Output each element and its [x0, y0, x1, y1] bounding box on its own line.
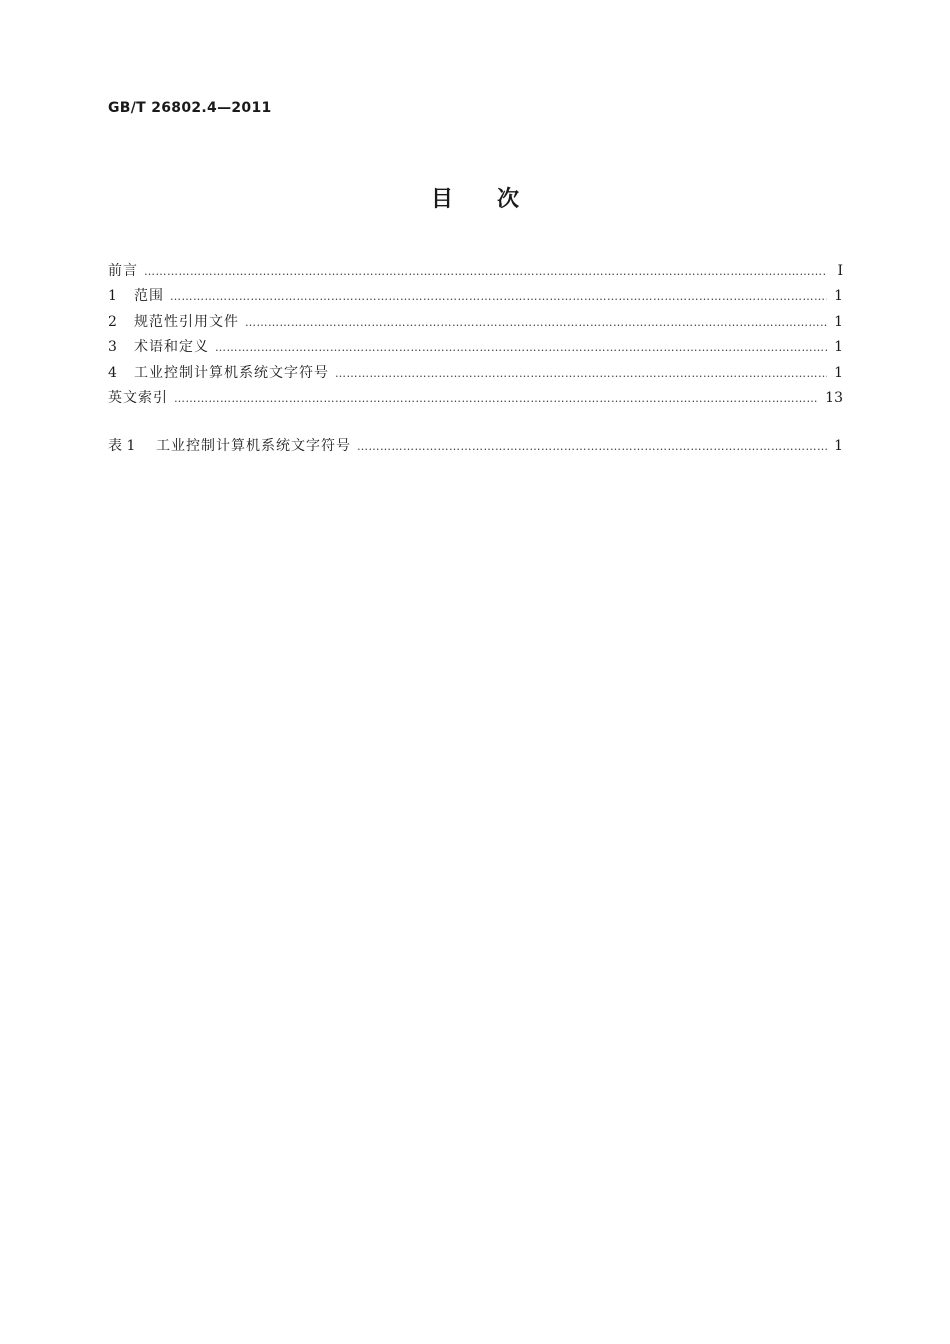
toc-entry-number: 4 [108, 364, 117, 381]
toc-entry-foreword[interactable] [108, 259, 843, 284]
toc-entry-number: 3 [108, 339, 117, 356]
toc-entry-page: Ⅰ [837, 263, 843, 279]
toc-entry-normative-references[interactable] [108, 310, 843, 335]
toc-entry-english-index[interactable] [108, 386, 843, 411]
toc-entry-symbols[interactable] [108, 361, 843, 386]
toc-entry-page: 13 [825, 389, 843, 406]
toc-entry-page: 1 [834, 313, 843, 330]
toc-leader-dots [174, 386, 819, 411]
toc-entry-page: 1 [834, 364, 843, 381]
toc-entry-label: 英文索引 [108, 389, 168, 406]
toc-leader-dots [170, 284, 827, 309]
toc-entry-terms-definitions[interactable] [108, 335, 843, 360]
toc-entry-number: 2 [108, 313, 117, 330]
toc-entry-label: 规范性引用文件 [134, 313, 239, 330]
toc-leader-dots [357, 434, 827, 459]
toc-leader-dots [144, 259, 827, 284]
toc-leader-dots [245, 310, 827, 335]
toc-entry-label: 工业控制计算机系统文字符号 [156, 438, 351, 454]
table-of-contents [108, 259, 843, 411]
toc-leader-dots [335, 361, 827, 386]
toc-entry-page: 1 [834, 288, 843, 305]
toc-entry-number: 1 [108, 288, 117, 305]
list-of-tables [108, 434, 843, 459]
toc-leader-dots [215, 335, 827, 360]
toc-entry-number: 表 1 [108, 438, 136, 454]
toc-entry-scope[interactable] [108, 284, 843, 309]
toc-entry-page: 1 [834, 339, 843, 356]
toc-entry-label: 工业控制计算机系统文字符号 [134, 364, 329, 381]
standard-code: GB/T 26802.4—2011 [108, 100, 272, 116]
toc-entry-page: 1 [834, 438, 843, 454]
toc-entry-label: 术语和定义 [134, 339, 209, 356]
toc-entry-label: 前言 [108, 263, 138, 279]
toc-entry-table-1[interactable] [108, 434, 843, 459]
toc-entry-label: 范围 [134, 288, 164, 305]
page-title: 目次 [430, 187, 563, 212]
